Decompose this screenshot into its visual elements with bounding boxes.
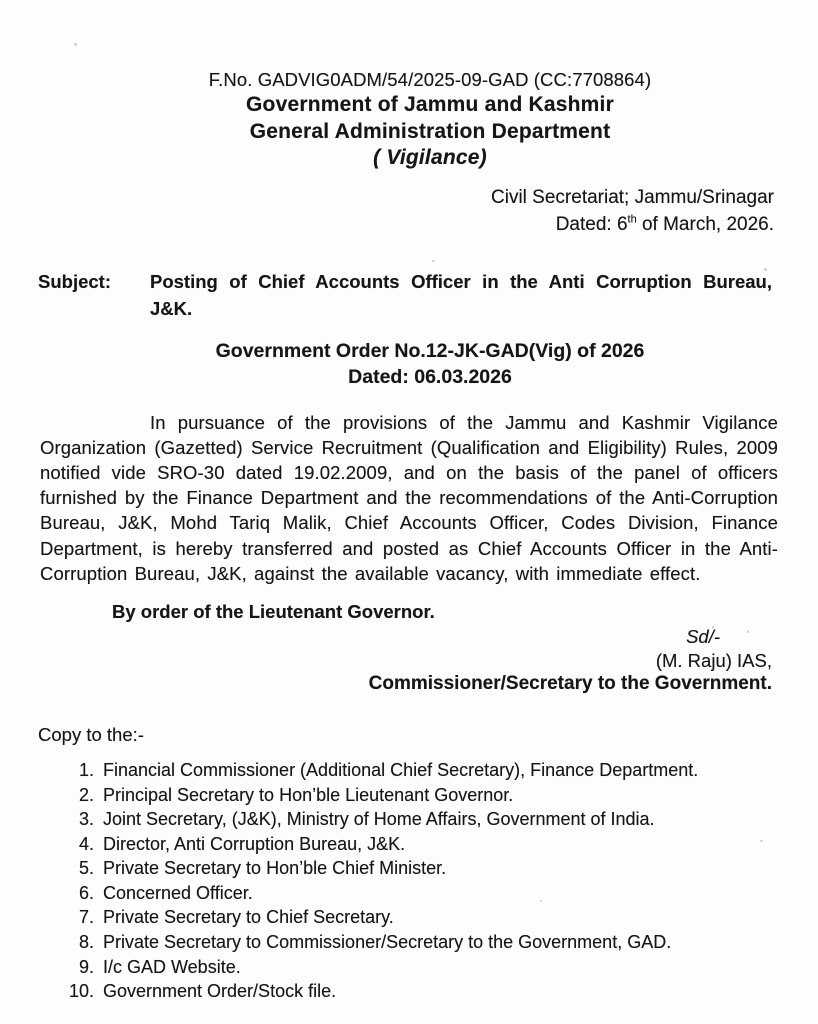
file-number: F.No. GADVIG0ADM/54/2025-09-GAD (CC:7708864) xyxy=(208,69,652,90)
letterhead xyxy=(90,68,770,172)
copy-to-label: Copy to the:- xyxy=(38,723,144,745)
order-body-paragraph: In pursuance of the provisions of the Jammu and Kashmir Vigilance Organization (Gazetted) Service Recruitment (Qualification and Eligibility) Rules, 2009 notified vide SRO-30 dated 19.02.2009, and on the basis of the panel of officers furnished by the Finance Department and the recommendations of the Anti-Corruption Bureau, J&K, Mohd Tariq Malik, Chief Accounts Officer, Codes Division, Finance Department, is hereby transferred and posted as Chief Accounts Officer in the Anti-Corruption Bureau, J&K, against the available vacancy, with immediate effect. xyxy=(40,411,778,584)
by-order-line: By order of the Lieutenant Governor. xyxy=(112,600,435,622)
item-number: 3. xyxy=(78,809,94,830)
department-wing: ( Vigilance) xyxy=(373,146,487,169)
distribution-list xyxy=(56,758,778,1004)
item-text: Concerned Officer. xyxy=(103,882,253,903)
scan-speck xyxy=(540,900,542,902)
government-name: Government of Jammu and Kashmir xyxy=(246,93,614,116)
item-number: 5. xyxy=(78,858,94,879)
distribution-list-item xyxy=(56,955,778,980)
item-text: Government Order/Stock file. xyxy=(103,981,337,1002)
scan-speck xyxy=(764,268,767,271)
scan-speck xyxy=(712,626,714,629)
item-number: 6. xyxy=(78,882,94,903)
distribution-list-item xyxy=(56,979,778,1004)
dateline xyxy=(0,184,818,238)
item-text: Private Secretary to Hon’ble Chief Minister. xyxy=(103,858,447,879)
scan-speck xyxy=(78,478,81,480)
item-number: 10. xyxy=(68,981,94,1002)
item-text: Private Secretary to Commissioner/Secretary to the Government, GAD. xyxy=(103,932,672,953)
distribution-list-item xyxy=(56,905,778,930)
signature-block xyxy=(0,625,818,696)
scan-speck xyxy=(432,260,435,262)
issue-date: Dated: 6th of March, 2026. xyxy=(555,213,774,235)
item-text: Principal Secretary to Hon’ble Lieutenant Governor. xyxy=(103,784,514,805)
distribution-list-item xyxy=(56,758,778,783)
distribution-list-item xyxy=(56,832,778,857)
department-name: General Administration Department xyxy=(249,119,611,143)
item-number: 9. xyxy=(78,956,94,977)
item-text: Private Secretary to Chief Secretary. xyxy=(103,907,394,928)
item-text: I/c GAD Website. xyxy=(103,956,241,977)
subject-section xyxy=(38,268,772,322)
subject-label: Subject: xyxy=(38,270,111,292)
scan-speck xyxy=(74,43,77,46)
distribution-list-item xyxy=(56,881,778,906)
subject-text: Posting of Chief Accounts Officer in the Anti Corruption Bureau, J&K. xyxy=(150,270,772,319)
distribution-list-item xyxy=(56,930,778,955)
item-number: 7. xyxy=(78,907,94,928)
item-number: 1. xyxy=(78,759,94,780)
order-heading xyxy=(90,338,770,390)
scan-speck xyxy=(747,630,749,633)
distribution-list-item xyxy=(56,783,778,808)
item-number: 8. xyxy=(78,932,94,953)
signatory-designation: Commissioner/Secretary to the Government. xyxy=(368,672,772,694)
scan-speck xyxy=(760,840,763,842)
item-number: 4. xyxy=(78,833,94,854)
order-date: Dated: 06.03.2026 xyxy=(348,365,512,388)
order-number: Government Order No.12-JK-GAD(Vig) of 2026 xyxy=(215,339,645,362)
item-text: Joint Secretary, (J&K), Ministry of Home Affairs, Government of India. xyxy=(103,809,655,830)
issuing-place: Civil Secretariat; Jammu/Srinagar xyxy=(491,186,774,208)
distribution-list-item xyxy=(56,807,778,832)
item-text: Director, Anti Corruption Bureau, J&K. xyxy=(103,833,406,854)
item-text: Financial Commissioner (Additional Chief Secretary), Finance Department. xyxy=(103,759,699,780)
item-number: 2. xyxy=(78,784,94,805)
signatory-name: (M. Raju) IAS, xyxy=(655,649,772,671)
date-ordinal-suffix: th xyxy=(627,213,637,226)
signed-mark: Sd/- xyxy=(686,625,720,647)
distribution-list-item xyxy=(56,856,778,881)
